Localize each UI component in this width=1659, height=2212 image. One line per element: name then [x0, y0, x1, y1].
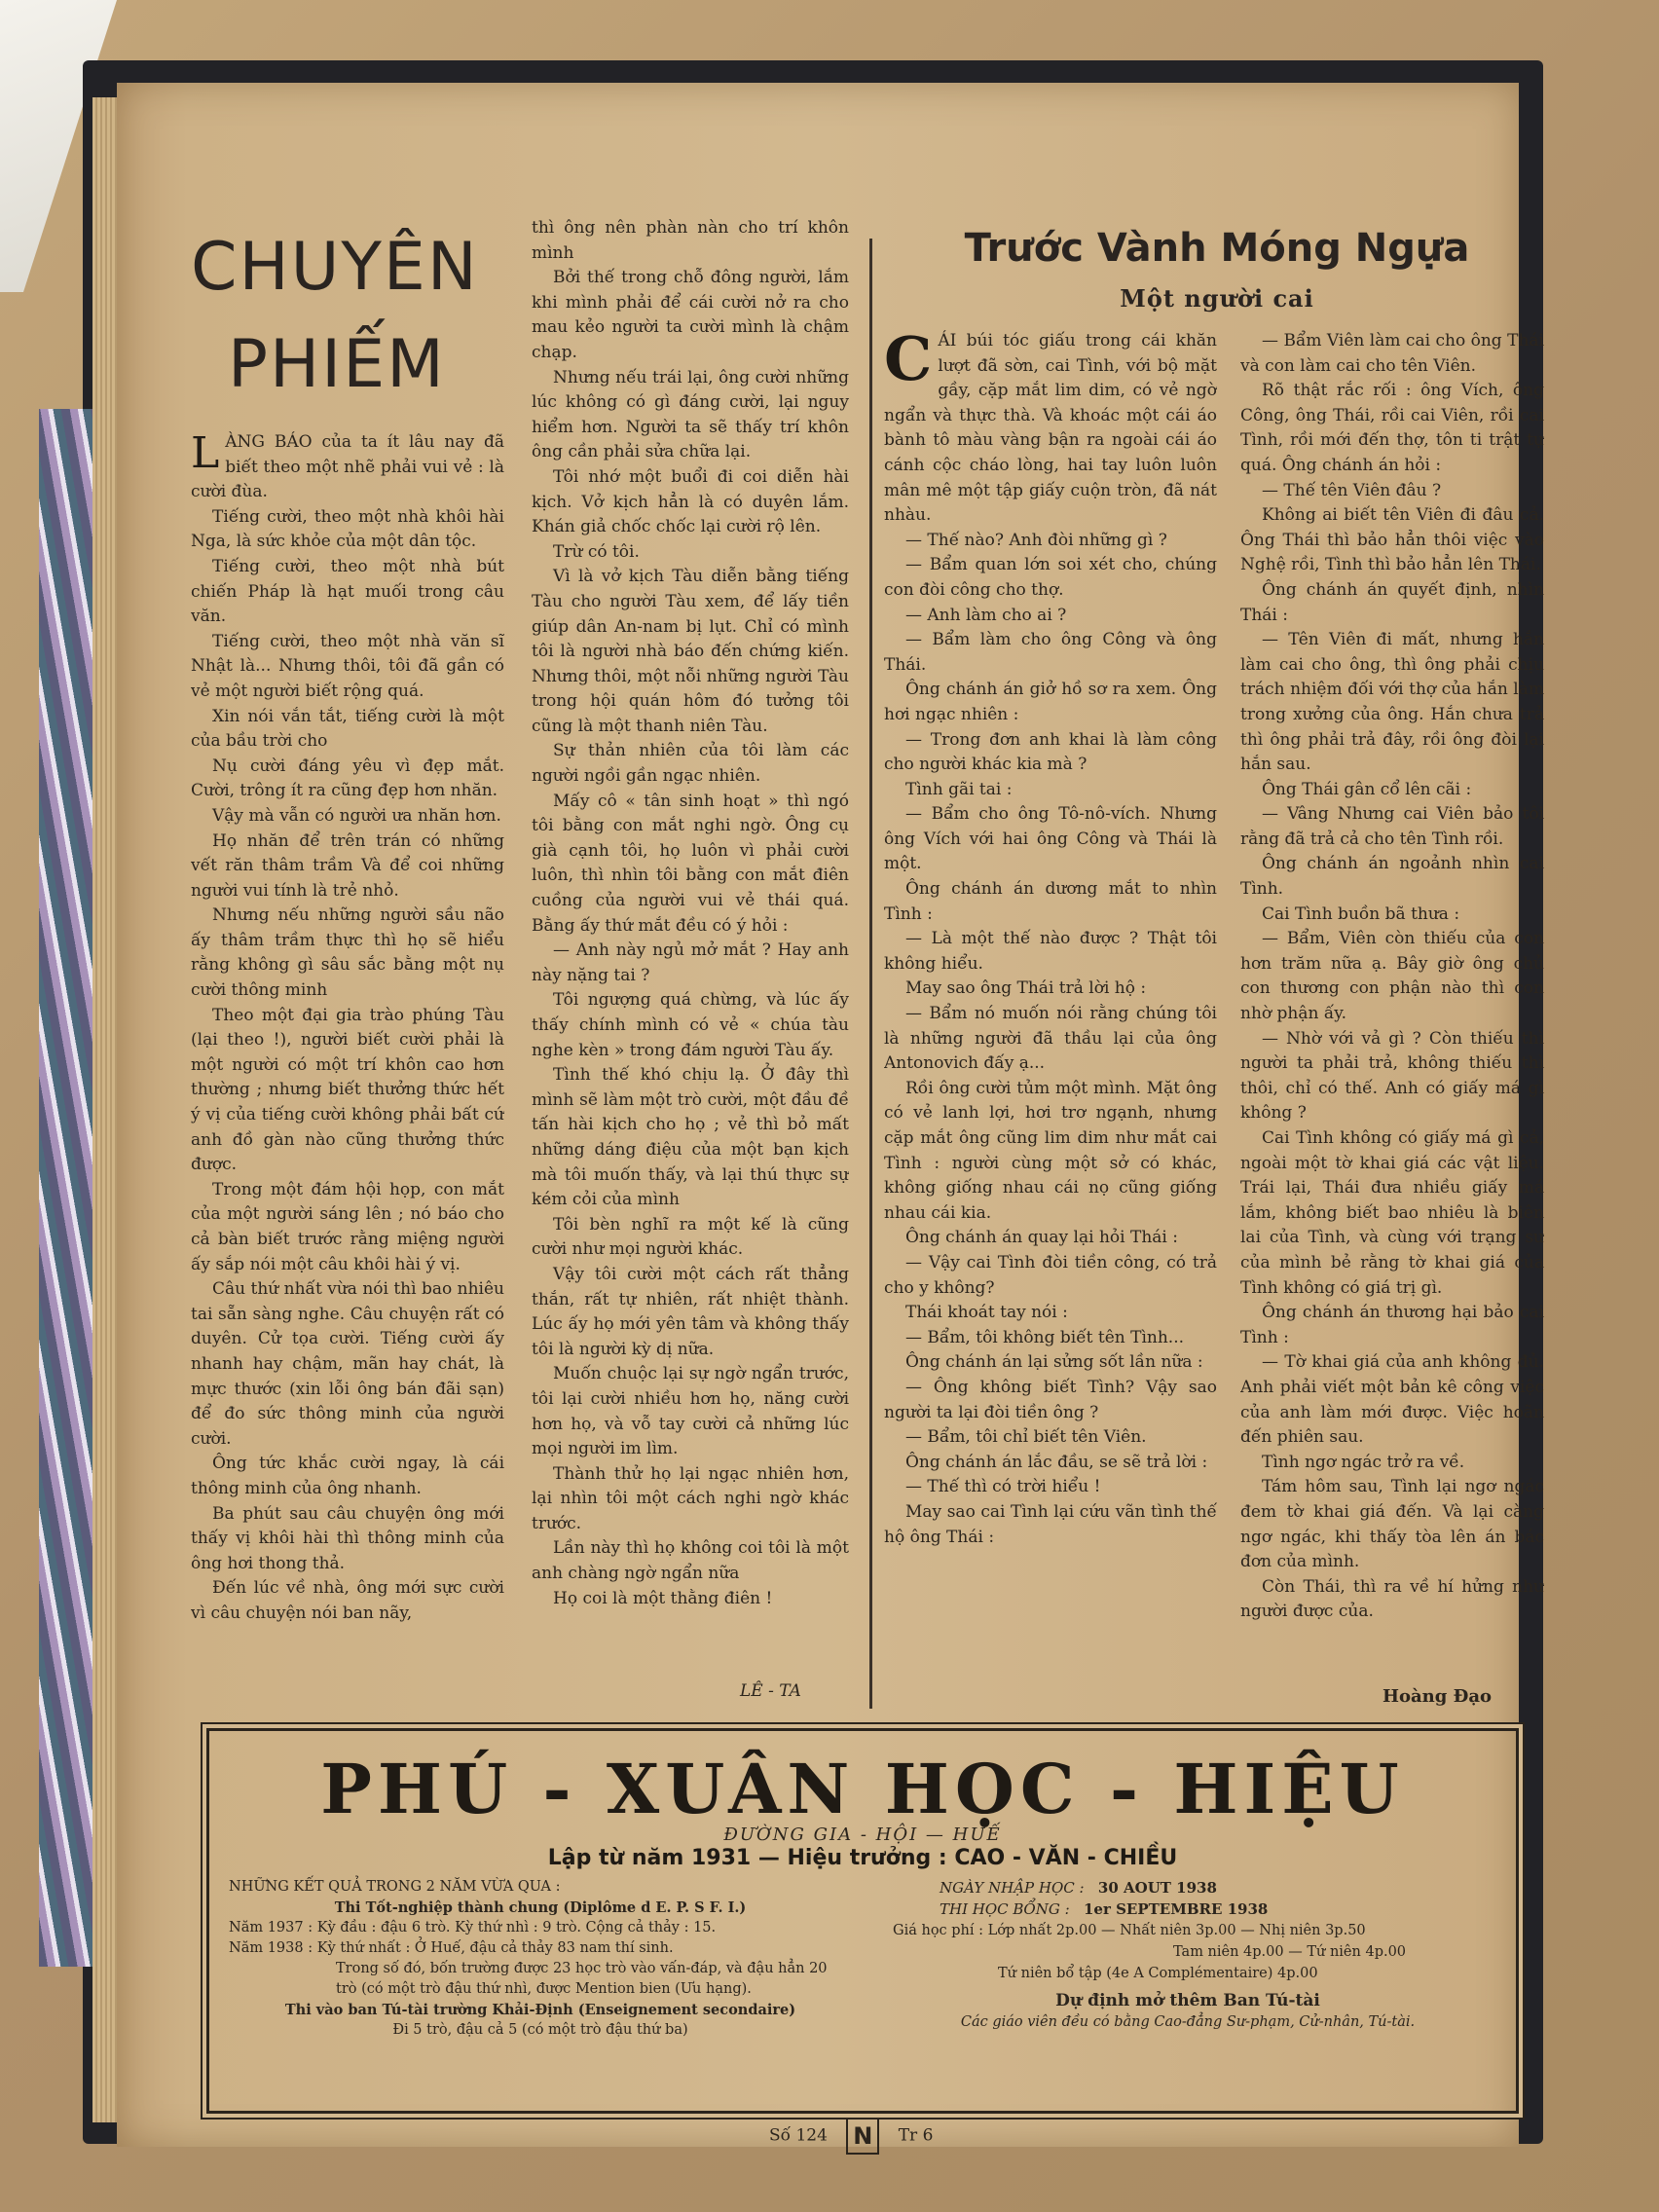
article1-paragraph: Ba phút sau câu chuyện ông mới thấy vị khôi hài thì thông minh của ông hơi thong thả. [191, 1503, 504, 1573]
column-divider [869, 239, 872, 1709]
ad-result-1938b: Trong số đó, bốn trường được 23 học trò vào vấn-đáp, và đậu hẳn 20 trò (có một trò đậu thứ nhì, được Mention bien (Ưu hạng). [336, 1961, 828, 1997]
article2-paragraph: Ông chánh án thương hại bảo cai Tình : [1240, 1303, 1544, 1347]
ad-result-1938a: Năm 1938 : Kỳ thứ nhất : Ở Huế, đậu cả thảy 83 nam thí sinh. [229, 1940, 674, 1956]
article2-paragraph: — Thế nào? Anh đòi những gì ? [905, 530, 1167, 550]
article2-paragraph: Tám hôm sau, Tình lại ngơ ngác đem tờ khai giá đến. Và lại càng ngơ ngác, khi thấy tòa lên án bác đơn của mình. [1240, 1477, 1544, 1572]
article2-paragraph: — Ông không biết Tình? Vậy sao người ta lại đòi tiền ông ? [884, 1377, 1217, 1422]
article2-paragraph: Cai Tình không có giấy má gì cả, ngoài một tờ khai giá các vật liệu. Trái lại, Thái đưa nhiều giấy má lắm, không biết bao nhiêu là biên lai của Tình, và cùng với trạng sư của mình bẻ rằng tờ khai giá của Tình không có giá trị gì. [1240, 1128, 1544, 1298]
ad-fees-line3: Tứ niên bổ tập (4e A Complémentaire) 4p.00 [998, 1966, 1318, 1981]
article1-paragraph: Họ coi là một thằng điên ! [553, 1588, 773, 1608]
ad-results [229, 1877, 852, 2041]
article2-paragraph: — Vâng Nhưng cai Viên bảo tôi rằng đã trả cả cho tên Tình rồi. [1240, 804, 1544, 849]
ad-info [881, 1877, 1494, 2033]
article1-paragraph: Tiếng cười, theo một nhà khôi hài Nga, là sức khỏe của một dân tộc. [191, 506, 504, 552]
ad-tutai-heading: Thi vào ban Tú-tài trường Khải-Định (Enseignement secondaire) [284, 2002, 796, 2018]
article1-paragraph: Nhưng nếu trái lại, ông cười những lúc không có gì đáng cười, lại nguy hiểm hơn. Người ta sẽ thấy trí khôn ông cần phải sửa chữa lại. [532, 367, 849, 462]
ad-teachers: Các giáo viên đều có bằng Cao-đẳng Sư-phạm, Cử-nhân, Tú-tài. [960, 2014, 1416, 2030]
article1-paragraph: Tình thế khó chịu lạ. Ở đây thì mình sẽ làm một trò cười, một đầu đề tấn hài kịch cho họ ; vẻ thì bỏ mất những dáng điệu của một bạn kịch mà tôi muốn thấy, và lại thú thực sự kém cỏi của mình [532, 1065, 849, 1210]
article2-column1 [884, 329, 1217, 1714]
article1-paragraph: Trong một đám hội họp, con mắt của một người sáng lên ; nó báo cho cả bàn biết trước rằng miệng người ấy sắp nói một câu khôi hài ý vị. [191, 1179, 504, 1274]
article2-paragraph: — Bẩm, Viên còn thiếu của con hơn trăm nữa ạ. Bây giờ ông chủ con thương con phận nào thì con nhờ phận ấy. [1240, 929, 1544, 1024]
article1-column1 [191, 430, 504, 1701]
page-footer [769, 2118, 933, 2155]
article2-subtitle: Một người cai [1120, 284, 1314, 313]
article1-paragraph: — Anh này ngủ mở mắt ? Hay anh này nặng tai ? [532, 940, 849, 985]
article2-paragraph: — Bẩm nó muốn nói rằng chúng tôi là những người đã thầu lại của ông Antonovich đấy ạ... [884, 1004, 1217, 1074]
article2-paragraph: — Nhờ với vả gì ? Còn thiếu thì người ta phải trả, không thiếu thì thôi, chỉ có thế. Anh có giấy má gì không ? [1240, 1028, 1544, 1124]
article1-title [191, 219, 512, 414]
article1-signature: LÊ - TA [740, 1681, 801, 1701]
article2-paragraph: — Là một thế nào được ? Thật tôi không hiểu. [884, 929, 1217, 974]
article1-paragraph: Ông tức khắc cười ngay, là cái thông minh của ông nhanh. [191, 1454, 504, 1498]
article1-paragraph: Đến lúc về nhà, ông mới sực cười vì câu chuyện nói ban nãy, [191, 1578, 504, 1623]
article2-paragraph: Ông chánh án giở hồ sơ ra xem. Ông hơi ngạc nhiên : [884, 680, 1217, 724]
article2-paragraph: Không ai biết tên Viên đi đâu cả. Ông Thái thì bảo hẳn thôi việc vào Nghệ rồi, Tình thì bảo hẳn lên Thái. [1240, 505, 1544, 575]
article2-paragraph: Ông chánh án quay lại hỏi Thái : [905, 1228, 1178, 1248]
article1-paragraph: Câu thứ nhất vừa nói thì bao nhiêu tai sẵn sàng nghe. Câu chuyện rất có duyên. Cử tọa cười. Tiếng cười ấy nhanh hay chậm, mãn hay chát, là mực thước (xin lỗi ông bán đãi sạn) để đo sức thông minh của người cười. [191, 1279, 504, 1449]
article2-paragraph: — Bẩm làm cho ông Công và ông Thái. [884, 630, 1217, 675]
article1-drop-cap: L [191, 430, 220, 478]
article2-paragraph: Ông chánh án dương mắt to nhìn Tình : [884, 879, 1217, 924]
article2-paragraph: Ông chánh án lắc đầu, se sẽ trả lời : [905, 1452, 1208, 1472]
article1-paragraph: Tôi ngượng quá chừng, và lúc ấy thấy chính mình có vẻ « chúa tàu nghe kèn » trong đám người Tàu ấy. [532, 990, 849, 1060]
article1-paragraph: Tiếng cười, theo một nhà văn sĩ Nhật là... Nhưng thôi, tôi đã gần có vẻ một người biết rộng quá. [191, 631, 504, 701]
article1-paragraph: Vì là vở kịch Tàu diễn bằng tiếng Tàu cho người Tàu xem, để lấy tiền giúp dân An-nam bị lụt. Chỉ có mình tôi là người nhà báo đến chứng kiến. Nhưng thôi, một nỗi những người Tàu trong hội quán hôm đó tưởng tôi cũng là một thanh niên Tàu. [532, 567, 849, 736]
ad-address: ĐƯỜNG GIA - HỘI — HUẾ [723, 1825, 1002, 1845]
article2-paragraph: — Bẩm quan lớn soi xét cho, chúng con đòi công cho thợ. [884, 555, 1217, 600]
article1-paragraph: Lần này thì họ không coi tôi là một anh chàng ngờ ngẩn nữa [532, 1538, 849, 1584]
article1-paragraph: Vậy tôi cười một cách rất thẳng thắn, rất tự nhiên, rất nhiệt thành. Lúc ấy họ mới yên tâm và không thấy tôi là người kỳ dị nữa. [532, 1264, 849, 1359]
ad-tutai-result: Đi 5 trò, đậu cả 5 (có một trò đậu thứ ba) [392, 2022, 688, 2038]
article2-paragraph: — Tờ khai giá của anh không đủ. Anh phải viết một bản kê công việc của anh làm mới được. Việc hoãn đến phiên sau. [1240, 1352, 1544, 1448]
ad-results-exam: Thi Tốt-nghiệp thành chung (Diplôme d E. P. S F. I.) [334, 1899, 747, 1916]
page-number: Tr 6 [898, 2125, 934, 2146]
article1-paragraph: Họ nhăn để trên trán có những vết răn thâm trầm Và để coi những người vui tính là trẻ nhỏ. [191, 830, 504, 901]
article2-paragraph: Ông chánh án lại sửng sốt lần nữa : [905, 1352, 1203, 1373]
issue-number: Số 124 [769, 2125, 828, 2146]
article2-paragraph: Còn Thái, thì ra về hí hửng như người được của. [1240, 1576, 1544, 1622]
article2-paragraph: — Tên Viên đi mất, nhưng hắn làm cai cho ông, thì ông phải chịu trách nhiệm đối với thợ của hắn làm trong xưởng của ông. Hắn chưa trả thì ông phải trả đây, rồi ông đòi lại hắn sau. [1240, 630, 1544, 775]
ad-plan: Dự định mở thêm Ban Tú-tài [1055, 1991, 1320, 2010]
article1-paragraph: Mấy cô « tân sinh hoạt » thì ngó tôi bằng con mắt nghi ngờ. Ông cụ già cạnh tôi, họ luôn vì phải cười luôn, thì nhìn tôi bằng con mắt điên cuồng của người vui vẻ thái quá. Bằng ấy thứ mắt đều có ý hỏi : [532, 791, 849, 936]
ad-enroll-date: 30 AOUT 1938 [1097, 1879, 1217, 1897]
article1-paragraph: Tôi nhớ một buổi đi coi diễn hài kịch. Vở kịch hẳn là có duyên lắm. Khán giả chốc chốc lại cười rộ lên. [532, 466, 849, 537]
article2-paragraph: — Bẩm, tôi chỉ biết tên Viên. [905, 1427, 1147, 1448]
ad-fees-line2: Tam niên 4p.00 — Tứ niên 4p.00 [1173, 1944, 1407, 1960]
article2-paragraph: Ông chánh án ngoảnh nhìn cai Tình. [1240, 854, 1544, 900]
article1-paragraph: Tiếng cười, theo một nhà bút chiến Pháp là hạt muối trong câu văn. [191, 556, 504, 627]
school-advertisement [206, 1728, 1519, 2114]
article2-title: Trước Vành Móng Ngựa [964, 226, 1470, 271]
article2-paragraph: Tình gãi tai : [905, 779, 1013, 799]
ad-results-heading: NHỮNG KẾT QUẢ TRONG 2 NĂM VỪA QUA : [229, 1879, 561, 1895]
article2-paragraph: — Vậy cai Tình đòi tiền công, có trả cho y không? [884, 1252, 1217, 1298]
article2-paragraph: — Bẩm, tôi không biết tên Tình... [905, 1327, 1185, 1347]
article2-paragraph: May sao cai Tình lại cứu vãn tình thế hộ ông Thái : [884, 1501, 1217, 1547]
ad-enroll-label: NGÀY NHẬP HỌC : [940, 1879, 1085, 1897]
article1-paragraph: Xin nói vắn tắt, tiếng cười là một của bầu trời cho [191, 706, 504, 752]
article2-paragraph: Thái khoát tay nói : [905, 1303, 1068, 1323]
article2-paragraph: Ông Thái gân cổ lên cãi : [1262, 779, 1472, 799]
article2-paragraph: Rõ thật rắc rối : ông Vích, ông Công, ông Thái, rồi cai Viên, rồi cai Tình, rồi mới đến thợ, tôn ti trật tự quá. Ông chánh án hỏi : [1240, 381, 1544, 475]
article2-signature: Hoàng Đạo [1382, 1686, 1493, 1707]
ad-title: PHÚ - XUÂN HỌC - HIỆU [320, 1749, 1405, 1829]
article1-title-line1: CHUYÊN [191, 229, 479, 306]
article2-paragraph: — Anh làm cho ai ? [905, 605, 1067, 625]
article2-paragraph: ÁI búi tóc giấu trong cái khăn lượt đã sờn, cai Tình, với bộ mặt gầy, cặp mắt lim dim, có vẻ ngờ ngẩn và thực thà. Và khoác một cái áo bành tô màu vàng bận ra ngoài cái áo cánh cộc cháo lòng, hai tay luôn luôn mân mê một tập giấy cuộn tròn, đã nát nhàu. [884, 331, 1217, 526]
article2-paragraph: Tình ngơ ngác trở ra về. [1262, 1452, 1465, 1472]
article2-paragraph: — Thế tên Viên đâu ? [1262, 480, 1442, 500]
article2-paragraph: — Thế thì có trời hiểu ! [905, 1477, 1101, 1497]
ad-founded: Lập từ năm 1931 — Hiệu trưởng : CAO - VĂN - CHIỀU [547, 1846, 1178, 1870]
article2-paragraph: — Trong đơn anh khai là làm công cho người khác kia mà ? [884, 729, 1217, 775]
article1-paragraph: Trừ có tôi. [553, 541, 640, 562]
article2-paragraph: Rồi ông cười tủm một mình. Mặt ông có vẻ lanh lợi, hơi trơ ngạnh, nhưng cặp mắt ông cũng lim dim như mắt cai Tình : người cùng một sở có khác, không giống nhau cái nọ cũng giống nhau cái kia. [884, 1078, 1217, 1223]
article1-title-line2: PHIẾM [228, 326, 446, 403]
article1-paragraph: Thành thử họ lại ngạc nhiên hơn, lại nhìn tôi một cách nghi ngờ khác trước. [532, 1463, 849, 1533]
article2-column2 [1240, 329, 1544, 1714]
newspaper-logo: N [846, 2118, 879, 2155]
article1-paragraph: Sự thản nhiên của tôi làm các người ngồi gần ngạc nhiên. [532, 741, 849, 787]
article1-paragraph: Bởi thế trong chỗ đông người, lắm khi mình phải để cái cười nở ra cho mau kẻo người ta cười mình là chậm chạp. [532, 268, 849, 362]
article2-paragraph: Cai Tình buồn bã thưa : [1262, 903, 1460, 924]
article2-paragraph: — Bẩm Viên làm cai cho ông Thái và con làm cai cho tên Viên. [1240, 331, 1544, 376]
article1-paragraph: Vậy mà vẫn có người ưa nhăn hơn. [212, 805, 501, 826]
article1-paragraph: Tôi bèn nghĩ ra một kế là cũng cười như mọi người khác. [532, 1214, 849, 1260]
article1-paragraph: Theo một đại gia trào phúng Tàu (lại theo !), người biết cười phải là một người có một trí khôn cao hơn thường ; nhưng biết thưởng thức hết ý vị của tiếng cười không phải bất cứ anh đồ gàn nào cũng thưởng thức được. [191, 1005, 504, 1175]
article1-column2 [532, 216, 849, 1711]
ad-result-1937: Năm 1937 : Kỳ đầu : đậu 6 trò. Kỳ thứ nhì : 9 trò. Cộng cả thảy : 15. [229, 1920, 717, 1936]
ad-scholar-label: THI HỌC BỔNG : [940, 1900, 1070, 1918]
article2-paragraph: May sao ông Thái trả lời hộ : [905, 978, 1147, 999]
article1-paragraph: thì ông nên phàn nàn cho trí khôn mình [532, 218, 849, 263]
article1-paragraph: Nụ cười đáng yêu vì đẹp mắt. Cười, trông ít ra cũng đẹp hơn nhăn. [191, 756, 504, 801]
article2-paragraph: Ông chánh án quyết định, nhìn Thái : [1240, 579, 1544, 625]
article2-drop-cap: C [884, 329, 933, 394]
article2-paragraph: — Bẩm cho ông Tô-nô-vích. Nhưng ông Vích với hai ông Công và Thái là một. [884, 804, 1217, 874]
article1-paragraph: Nhưng nếu những người sầu não ấy thâm trầm thực thì họ sẽ hiểu rằng không gì sâu sắc bằng một nụ cười thông minh [191, 905, 504, 1001]
article1-paragraph: Muốn chuộc lại sự ngờ ngẩn trước, tôi lại cười nhiều hơn họ, năng cười hơn họ, và vỗ tay cười cả những lúc mọi người im lìm. [532, 1364, 849, 1459]
article1-paragraph: ÀNG BÁO của ta ít lâu nay đã biết theo một nhẽ phải vui vẻ : là cười đùa. [191, 432, 504, 502]
ad-scholar-date: 1er SEPTEMBRE 1938 [1083, 1900, 1269, 1918]
ad-fees-line1: Giá học phí : Lớp nhất 2p.00 — Nhất niên 3p.00 — Nhị niên 3p.50 [893, 1923, 1366, 1938]
